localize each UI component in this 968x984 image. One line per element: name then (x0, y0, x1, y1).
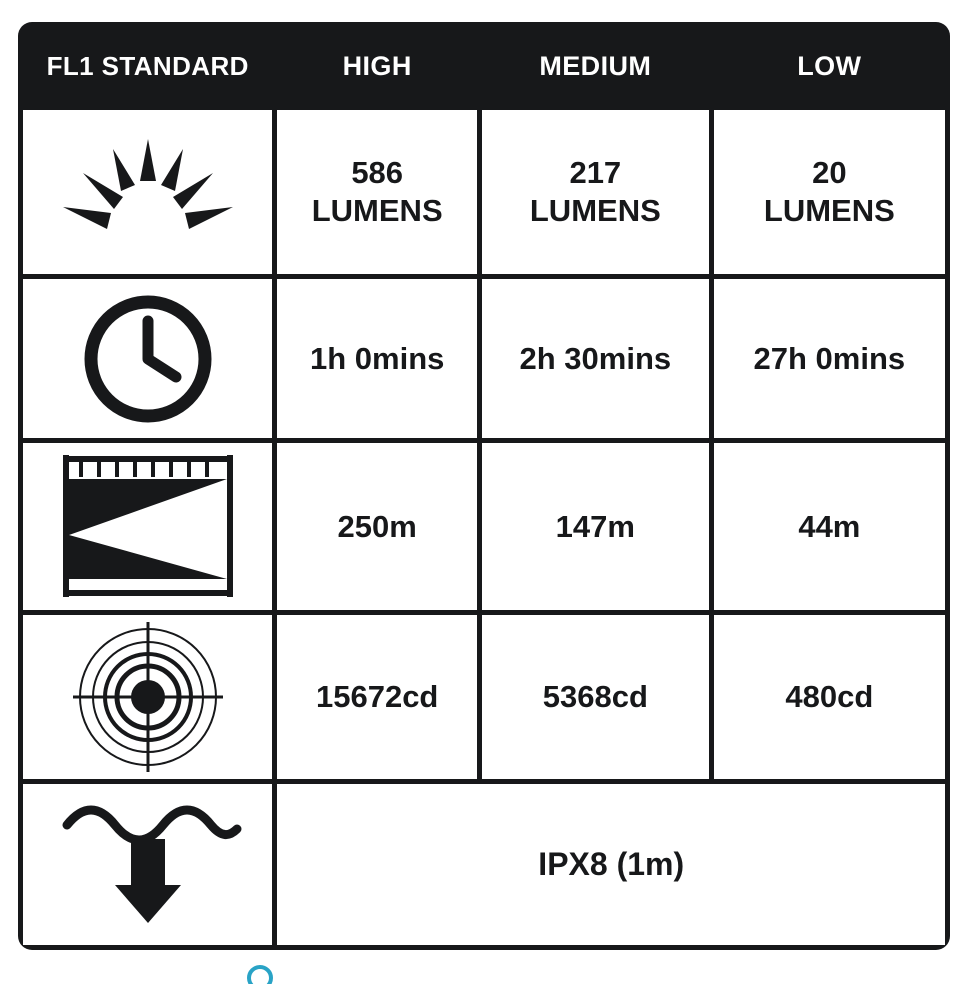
water-submersion-icon (23, 784, 272, 945)
cell-high-distance: 250m (277, 443, 477, 609)
table-row (23, 784, 945, 945)
beam-distance-icon (23, 443, 272, 609)
header-medium: MEDIUM (482, 27, 709, 105)
value-unit: LUMENS (311, 193, 443, 229)
cell-low-runtime: 27h 0mins (714, 279, 945, 438)
cell-medium-runtime: 2h 30mins (482, 279, 709, 438)
row-icon-cell-distance (23, 443, 272, 609)
cell-ip-rating: IPX8 (1m) (277, 784, 945, 945)
page-bottom-accent (247, 958, 273, 984)
header-high: HIGH (277, 27, 477, 105)
header-fl1-standard: FL1 STANDARD (23, 27, 272, 105)
table-row (23, 110, 945, 274)
row-icon-cell-water (23, 784, 272, 945)
cell-medium-intensity: 5368cd (482, 615, 709, 779)
cell-high-intensity: 15672cd (277, 615, 477, 779)
spec-table (18, 22, 950, 950)
fl1-standard-spec-table (18, 22, 950, 950)
value-number: 586 (351, 155, 404, 191)
sunburst-icon (23, 110, 272, 274)
cell-high-lumens (277, 110, 477, 274)
cell-low-intensity: 480cd (714, 615, 945, 779)
cell-low-distance: 44m (714, 443, 945, 609)
value-number: 217 (569, 155, 622, 191)
row-icon-cell-lumens (23, 110, 272, 274)
value-unit: LUMENS (529, 193, 661, 229)
cell-medium-lumens (482, 110, 709, 274)
table-header (23, 27, 945, 105)
cell-high-runtime: 1h 0mins (277, 279, 477, 438)
header-row (23, 27, 945, 105)
clock-icon (23, 279, 272, 438)
table-row (23, 443, 945, 609)
table-body (23, 110, 945, 945)
cell-medium-distance: 147m (482, 443, 709, 609)
table-row (23, 615, 945, 779)
header-low: LOW (714, 27, 945, 105)
table-row (23, 279, 945, 438)
row-icon-cell-runtime (23, 279, 272, 438)
cell-low-lumens (714, 110, 945, 274)
row-icon-cell-intensity (23, 615, 272, 779)
value-unit: LUMENS (763, 193, 895, 229)
value-number: 20 (812, 155, 847, 191)
peak-beam-intensity-icon (23, 615, 272, 779)
